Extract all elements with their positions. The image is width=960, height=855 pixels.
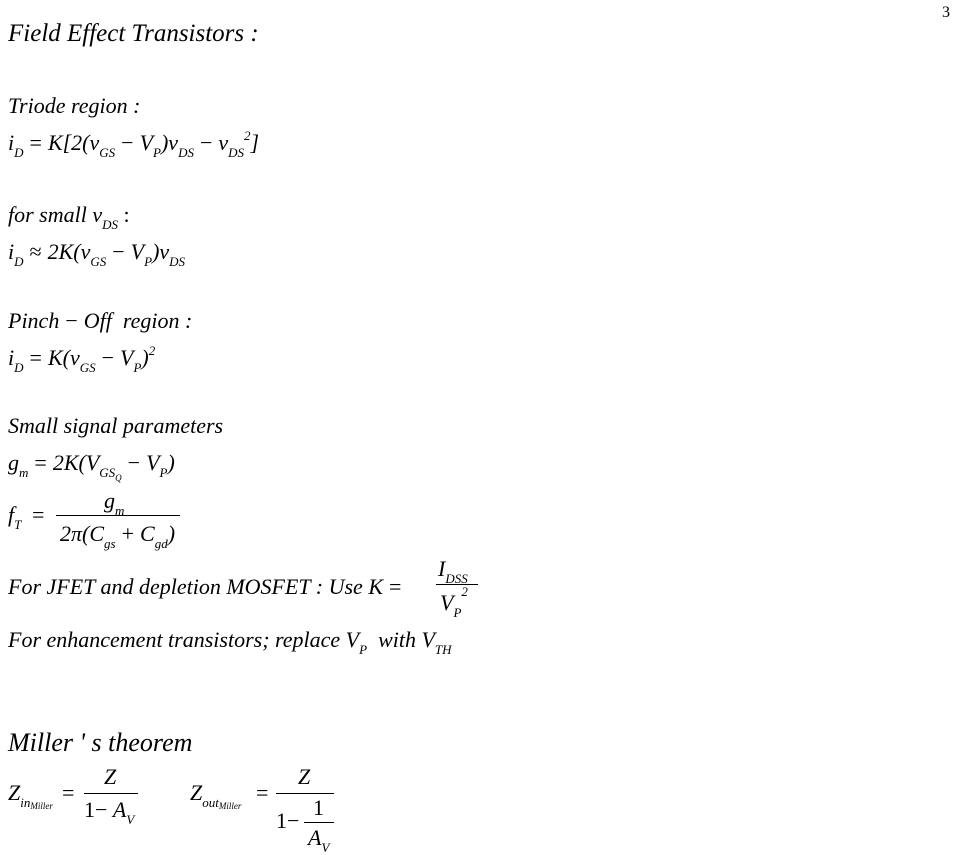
ft-fraction-bar xyxy=(56,515,180,516)
ft-denominator: $2\pi(C_{gs} + C_{gd})$ xyxy=(60,521,176,551)
zout-inner-numerator: 1 xyxy=(313,795,324,820)
jfet-denominator: $V_P^2$ xyxy=(440,584,468,620)
small-vds-equation: $i_D \approx 2K(v_{GS} - V_P)v_{DS}$ xyxy=(8,239,186,269)
zout-inner-denominator: $A_V$ xyxy=(308,825,330,855)
zout-denominator-one: 1− xyxy=(276,808,300,833)
zin-numerator: Z xyxy=(104,764,117,789)
zout-fraction-bar xyxy=(276,793,334,794)
ft-lhs: $f_T$ xyxy=(8,502,22,532)
zout-equals: = xyxy=(256,780,269,805)
zout-inner-fraction-bar xyxy=(304,822,334,823)
ft-equals: = xyxy=(32,502,45,527)
gm-equation: $g_m = 2K(V_{GSQ}- V_P)$ xyxy=(8,450,175,483)
zin-fraction-bar xyxy=(84,793,138,794)
triode-equation: $i_D = K[2(v_{GS} - V_P)v_{DS} - v_{DS}^2]$ xyxy=(8,128,260,160)
zin-equals: = xyxy=(62,780,75,805)
page-title: Field Effect Transistors : xyxy=(8,20,259,47)
zin-lhs: $Z_{inMiller}$ xyxy=(8,780,53,811)
ft-numerator: $g_m$ xyxy=(104,488,125,518)
enhancement-note: For enhancement transistors; replace $V_P$ with $V_{TH}$ xyxy=(8,627,452,657)
pinchoff-equation: $i_D = K(v_{GS} - V_P)^2$ xyxy=(8,343,156,375)
zin-denominator: $1- A_V$ xyxy=(84,797,135,827)
jfet-fraction-bar xyxy=(436,584,478,585)
zout-numerator: Z xyxy=(298,764,311,789)
triode-heading: Triode region : xyxy=(8,93,141,118)
zout-lhs: $Z_{outMiller}$ xyxy=(190,780,242,811)
pinchoff-heading: Pinch − Off region : xyxy=(8,308,193,333)
miller-heading: Miller ' s theorem xyxy=(8,728,193,757)
small-vds-heading: for small $v_{DS}$ : xyxy=(8,202,130,232)
small-signal-heading: Small signal parameters xyxy=(8,413,224,438)
jfet-numerator: $I_{DSS}$ xyxy=(438,556,468,586)
jfet-note: For JFET and depletion MOSFET : Use K = xyxy=(8,574,402,599)
page-number: 3 xyxy=(942,4,950,21)
